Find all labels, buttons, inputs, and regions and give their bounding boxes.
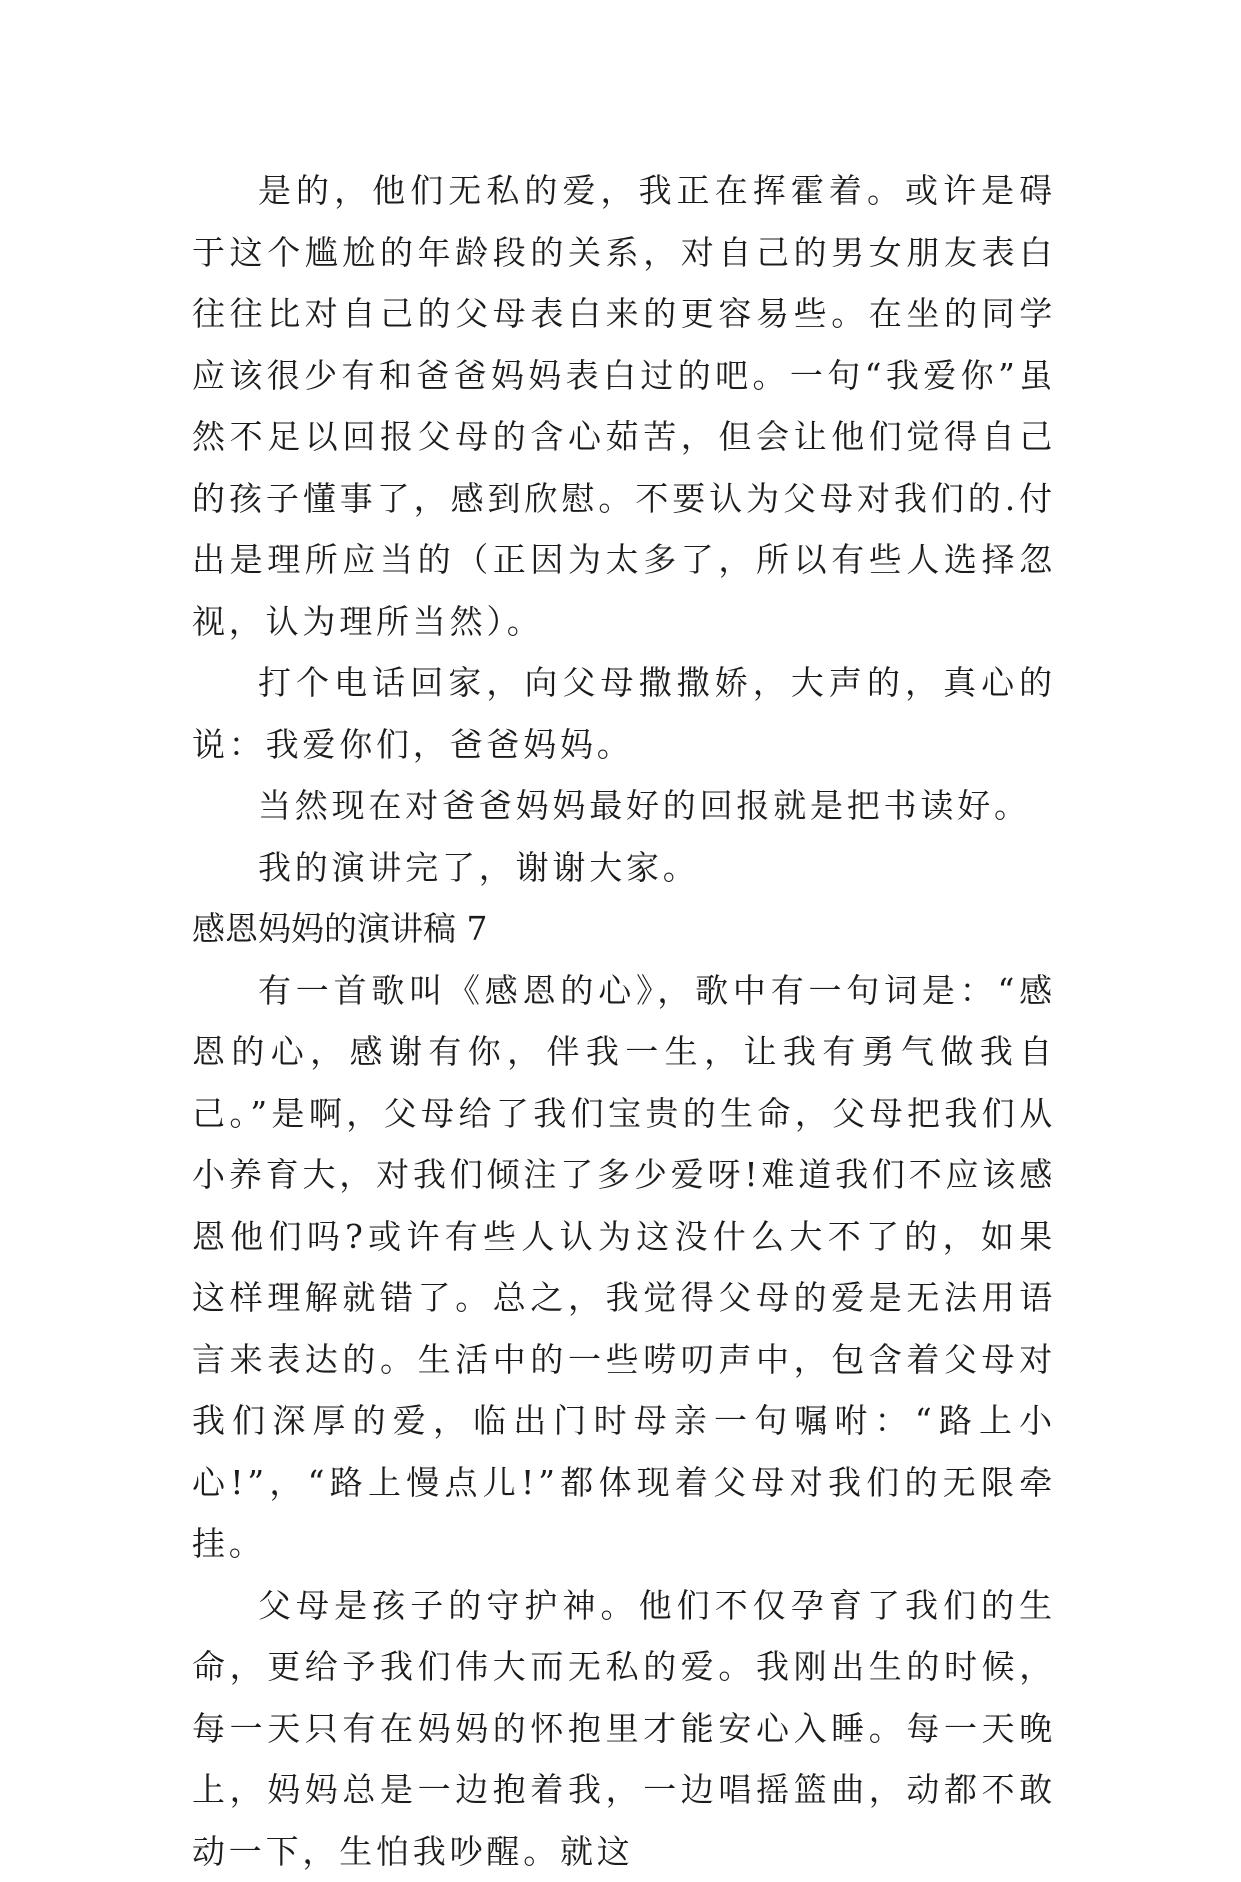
document-body: [192, 160, 1056, 1882]
paragraph: 打个电话回家，向父母撒撒娇，大声的，真心的说：我爱你们，爸爸妈妈。: [192, 652, 1056, 775]
section-title: 感恩妈妈的演讲稿 7: [192, 898, 1056, 960]
paragraph: 我的演讲完了，谢谢大家。: [192, 837, 1056, 899]
paragraph: 父母是孩子的守护神。他们不仅孕育了我们的生命，更给予我们伟大而无私的爱。我刚出生的时候，每一天只有在妈妈的怀抱里才能安心入睡。每一天晚上，妈妈总是一边抱着我，一边唱摇篮曲，动都不敢动一下，生怕我吵醒。就这: [192, 1575, 1056, 1882]
paragraph: 是的，他们无私的爱，我正在挥霍着。或许是碍于这个尴尬的年龄段的关系，对自己的男女朋友表白往往比对自己的父母表白来的更容易些。在坐的同学应该很少有和爸爸妈妈表白过的吧。一句“我爱你”虽然不足以回报父母的含心茹苦，但会让他们觉得自己的孩子懂事了，感到欣慰。不要认为父母对我们的.付出是理所应当的（正因为太多了，所以有些人选择忽视，认为理所当然）。: [192, 160, 1056, 652]
paragraph: 有一首歌叫《感恩的心》，歌中有一句词是：“感恩的心，感谢有你，伴我一生，让我有勇气做我自己。”是啊，父母给了我们宝贵的生命，父母把我们从小养育大，对我们倾注了多少爱呀!难道我们不应该感恩他们吗?或许有些人认为这没什么大不了的，如果这样理解就错了。总之，我觉得父母的爱是无法用语言来表达的。生活中的一些唠叨声中，包含着父母对我们深厚的爱，临出门时母亲一句嘱咐：“路上小心!”，“路上慢点儿!”都体现着父母对我们的无限牵挂。: [192, 960, 1056, 1575]
paragraph: 当然现在对爸爸妈妈最好的回报就是把书读好。: [192, 775, 1056, 837]
